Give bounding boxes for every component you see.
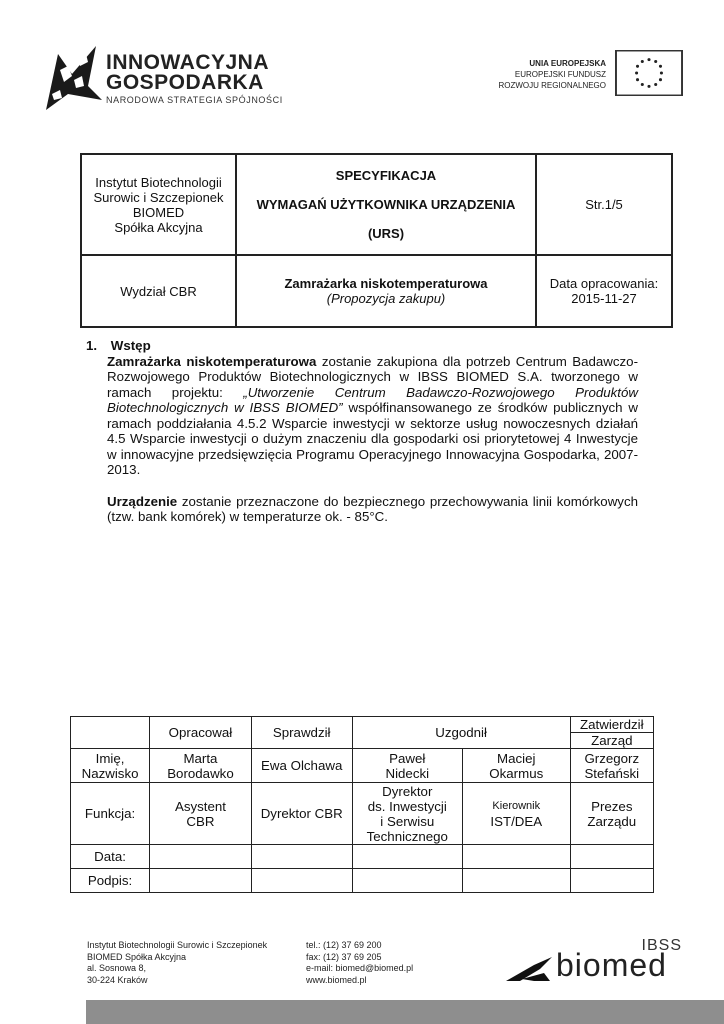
footer-contact: tel.: (12) 37 69 200 fax: (12) 37 69 205 e-mail: biomed@biomed.pl www.biomed.pl xyxy=(306,940,414,985)
innowacyjna-gospodarka-logo-icon xyxy=(38,40,104,112)
eu-flag-icon xyxy=(615,50,683,96)
header-checked: Sprawdził xyxy=(251,717,352,749)
intro-paragraph-2: Urządzenie zostanie przeznaczone do bezpiecznego przechowywania linii komórkowych (tzw. bank komórek) w temperaturze ok. - 85°C. xyxy=(107,493,638,524)
date-cell: Data opracowania: 2015-11-27 xyxy=(536,255,672,327)
function-agreed-1: Dyrektor ds. Inwestycji i Serwisu Technicznego xyxy=(352,783,462,845)
sign-checked[interactable] xyxy=(251,869,352,893)
date-agreed-2[interactable] xyxy=(462,845,570,869)
ibss-biomed-logo xyxy=(500,937,690,987)
name-agreed-1: Paweł Nidecki xyxy=(352,749,462,783)
intro-paragraph-1: Zamrażarka niskotemperaturowa zostanie zakupiona dla potrzeb Centrum Badawczo-Rozwojowego Produktów Biotechnologicznych w IBSS BIOMED S.A. tworzonego w ramach projektu: „Utworzenie Centrum Badawczo-Rozwojowego Produktów Biotechnologicznych w IBSS BIOMED” współfinansowanego ze środków publicznych w ramach poddziałania 4.5.2 Wsparcie inwestycji w sektorze usług nowoczesnych działań 4.5 Wsparcie inwestycji o dużym znaczeniu dla gospodarki osi priorytetowej 4 Inwestycje w innowacyjne przedsięwzięcia Programu Operacyjnego Innowacyjna Gospodarka, 2007-2013. xyxy=(107,353,639,477)
ibss-swoosh-icon xyxy=(504,953,554,983)
row-function-label: Funkcja: xyxy=(71,783,150,845)
header-approved-board: Zarząd xyxy=(570,733,653,749)
ig-subtitle: NARODOWA STRATEGIA SPÓJNOŚCI xyxy=(106,95,283,105)
sign-prepared[interactable] xyxy=(150,869,252,893)
device-cell: Zamrażarka niskotemperaturowa (Propozycja zakupu) xyxy=(236,255,536,327)
date-checked[interactable] xyxy=(251,845,352,869)
header-prepared: Opracował xyxy=(150,717,252,749)
date-prepared[interactable] xyxy=(150,845,252,869)
ig-title: INNOWACYJNA GOSPODARKA xyxy=(106,51,270,94)
name-approved: Grzegorz Stefański xyxy=(570,749,653,783)
name-checked: Ewa Olchawa xyxy=(251,749,352,783)
sign-agreed-2[interactable] xyxy=(462,869,570,893)
institute-cell: Instytut Biotechnologii Surowic i Szczepionek BIOMED Spółka Akcyjna xyxy=(81,154,236,255)
footer-address: Instytut Biotechnologii Surowic i Szczepionek BIOMED Spółka Akcyjna al. Sosnowa 8, 30-224 Kraków xyxy=(87,940,268,985)
row-name-label: Imię, Nazwisko xyxy=(71,749,150,783)
date-agreed-1[interactable] xyxy=(352,845,462,869)
function-checked: Dyrektor CBR xyxy=(251,783,352,845)
footer-email[interactable]: e-mail: biomed@biomed.pl xyxy=(306,963,414,973)
function-agreed-2: Kierownik IST/DEA xyxy=(462,783,570,845)
header-agreed: Uzgodnił xyxy=(352,717,570,749)
ibss-logo-top: IBSS xyxy=(641,937,682,954)
section-introduction xyxy=(86,338,638,525)
name-prepared: Marta Borodawko xyxy=(150,749,252,783)
row-date-label: Data: xyxy=(71,845,150,869)
spec-title-cell: SPECYFIKACJA WYMAGAŃ UŻYTKOWNIKA URZĄDZENIA (URS) xyxy=(236,154,536,255)
approval-table xyxy=(70,716,654,893)
eu-fund-text: UNIA EUROPEJSKA EUROPEJSKI FUNDUSZ ROZWOJU REGIONALNEGO xyxy=(498,59,606,90)
footer-website[interactable]: www.biomed.pl xyxy=(306,974,367,985)
ibss-logo-main: biomed xyxy=(556,947,667,983)
name-agreed-2: Maciej Okarmus xyxy=(462,749,570,783)
sign-approved[interactable] xyxy=(570,869,653,893)
function-prepared: Asystent CBR xyxy=(150,783,252,845)
date-approved[interactable] xyxy=(570,845,653,869)
spec-header-table xyxy=(80,153,673,328)
approval-corner-cell xyxy=(71,717,150,749)
footer-bar xyxy=(86,1000,724,1024)
header-approved: Zatwierdził xyxy=(570,717,653,733)
row-sign-label: Podpis: xyxy=(71,869,150,893)
sign-agreed-1[interactable] xyxy=(352,869,462,893)
page-number: Str.1/5 xyxy=(536,154,672,255)
department-cell: Wydział CBR xyxy=(81,255,236,327)
section-heading: 1. Wstęp xyxy=(86,338,151,353)
function-approved: Prezes Zarządu xyxy=(570,783,653,845)
